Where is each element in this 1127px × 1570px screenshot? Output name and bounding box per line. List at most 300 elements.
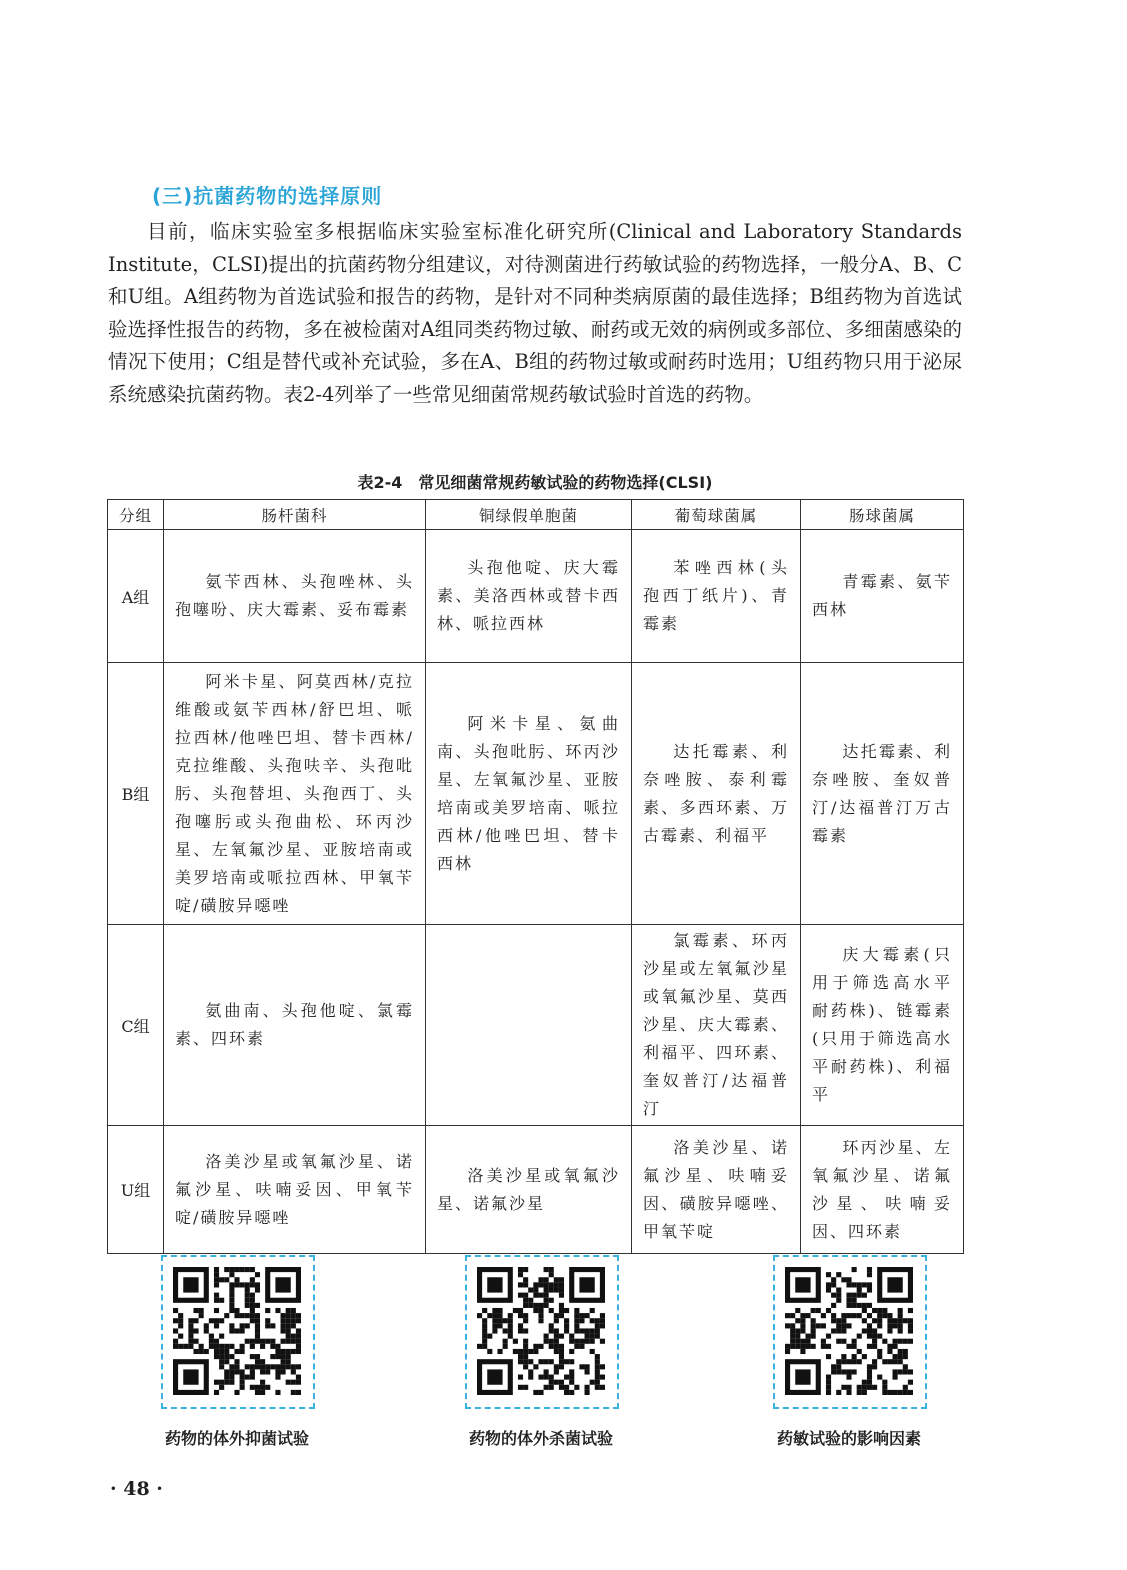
qr-module xyxy=(898,1328,903,1333)
qr-module xyxy=(795,1334,800,1339)
qr-module xyxy=(538,1282,543,1287)
qr-module xyxy=(811,1328,816,1333)
qr-module xyxy=(482,1344,487,1349)
qr-module xyxy=(291,1364,296,1369)
qr-module xyxy=(882,1380,887,1385)
qr-module xyxy=(234,1369,239,1374)
qr-code-icon xyxy=(785,1267,913,1395)
qr-module xyxy=(255,1359,260,1364)
qr-module xyxy=(574,1313,579,1318)
qr-module xyxy=(836,1318,841,1323)
qr-module xyxy=(882,1385,887,1390)
qr-module xyxy=(214,1380,219,1385)
qr-module xyxy=(852,1344,857,1349)
qr-module xyxy=(204,1328,209,1333)
qr-module xyxy=(785,1344,790,1349)
qr-module xyxy=(867,1344,872,1349)
qr-module xyxy=(595,1369,600,1374)
qr-module xyxy=(492,1313,497,1318)
qr-module xyxy=(477,1313,482,1318)
qr-module xyxy=(836,1298,841,1303)
qr-module xyxy=(826,1272,831,1277)
qr-module xyxy=(893,1344,898,1349)
qr-module xyxy=(255,1323,260,1328)
qr-module xyxy=(564,1385,569,1390)
qr-module xyxy=(795,1344,800,1349)
qr-module xyxy=(852,1298,857,1303)
qr-module xyxy=(579,1328,584,1333)
qr-module xyxy=(569,1380,574,1385)
qr-module xyxy=(600,1313,605,1318)
qr-module xyxy=(286,1328,291,1333)
qr-module xyxy=(898,1318,903,1323)
qr-module xyxy=(805,1313,810,1318)
qr-module xyxy=(234,1364,239,1369)
qr-module xyxy=(286,1380,291,1385)
qr-module xyxy=(790,1334,795,1339)
qr-module xyxy=(595,1354,600,1359)
qr-module xyxy=(559,1277,564,1282)
qr-module xyxy=(867,1385,872,1390)
qr-module xyxy=(846,1359,851,1364)
qr-module xyxy=(559,1349,564,1354)
qr-module xyxy=(229,1344,234,1349)
qr-module xyxy=(554,1334,559,1339)
qr-module xyxy=(841,1277,846,1282)
qr-module xyxy=(533,1282,538,1287)
qr-module xyxy=(811,1323,816,1328)
qr-module xyxy=(585,1369,590,1374)
qr-module xyxy=(846,1282,851,1287)
qr-module xyxy=(234,1313,239,1318)
qr-module xyxy=(229,1354,234,1359)
qr-module xyxy=(590,1334,595,1339)
qr-module xyxy=(862,1282,867,1287)
qr-module xyxy=(898,1354,903,1359)
qr-module xyxy=(857,1334,862,1339)
qr-module xyxy=(224,1369,229,1374)
qr-module xyxy=(882,1359,887,1364)
qr-module xyxy=(497,1308,502,1313)
qr-module xyxy=(513,1349,518,1354)
qr-module xyxy=(841,1369,846,1374)
cell-text: 阿米卡星、阿莫西林/克拉维酸或氨苄西林/舒巴坦、哌拉西林/他唑巴坦、替卡西林/克拉维酸、头孢呋辛、头孢吡肟、头孢替坦、头孢西丁、头孢噻肟或头孢曲松、环丙沙星、左氧氟沙星、亚胺培南或美罗培南或哌拉西林、甲氧苄啶/磺胺异噁唑 xyxy=(175,671,414,915)
qr-module xyxy=(270,1344,275,1349)
qr-module xyxy=(831,1369,836,1374)
qr-module xyxy=(229,1272,234,1277)
qr-module xyxy=(281,1313,286,1318)
qr-module xyxy=(224,1375,229,1380)
qr-module xyxy=(255,1354,260,1359)
cell-text: 头孢他啶、庆大霉素、美洛西林或替卡西林、哌拉西林 xyxy=(437,558,620,633)
qr-module xyxy=(518,1359,523,1364)
header-staphylococcus: 葡萄球菌属 xyxy=(632,500,801,530)
qr-module xyxy=(240,1349,245,1354)
qr-module xyxy=(800,1313,805,1318)
qr-module xyxy=(477,1344,482,1349)
qr-module xyxy=(872,1385,877,1390)
qr-module xyxy=(882,1339,887,1344)
qr-module xyxy=(523,1364,528,1369)
qr-module xyxy=(265,1308,270,1313)
qr-module xyxy=(877,1354,882,1359)
qr-module xyxy=(296,1349,301,1354)
qr-module xyxy=(538,1277,543,1282)
qr-module xyxy=(836,1369,841,1374)
qr-module xyxy=(523,1359,528,1364)
group-label: U组 xyxy=(108,1126,164,1254)
qr-module xyxy=(265,1364,270,1369)
qr-module xyxy=(559,1303,564,1308)
qr-module xyxy=(224,1359,229,1364)
qr-module xyxy=(877,1349,882,1354)
qr-module xyxy=(250,1277,255,1282)
qr-module xyxy=(281,1318,286,1323)
qr-module xyxy=(554,1313,559,1318)
qr-module xyxy=(549,1323,554,1328)
qr-module xyxy=(559,1287,564,1292)
qr-module xyxy=(291,1323,296,1328)
qr-module xyxy=(579,1344,584,1349)
qr-module xyxy=(795,1339,800,1344)
qr-module xyxy=(826,1380,831,1385)
qr-module xyxy=(224,1267,229,1272)
table-cell xyxy=(164,925,426,1126)
qr-module xyxy=(286,1318,291,1323)
qr-module xyxy=(887,1359,892,1364)
qr-module xyxy=(857,1313,862,1318)
qr-module xyxy=(903,1339,908,1344)
qr-module xyxy=(872,1339,877,1344)
qr-module xyxy=(286,1323,291,1328)
qr-module xyxy=(250,1298,255,1303)
qr-module xyxy=(255,1385,260,1390)
qr-module xyxy=(497,1323,502,1328)
table-cell xyxy=(632,530,801,663)
qr-module xyxy=(209,1318,214,1323)
qr-module xyxy=(219,1334,224,1339)
qr-module xyxy=(188,1328,193,1333)
qr-module xyxy=(554,1282,559,1287)
qr-module xyxy=(544,1282,549,1287)
qr-module xyxy=(841,1313,846,1318)
qr-module xyxy=(559,1359,564,1364)
qr-module xyxy=(877,1323,882,1328)
qr-module xyxy=(574,1344,579,1349)
qr-module xyxy=(852,1303,857,1308)
qr-module xyxy=(173,1344,178,1349)
qr-module xyxy=(193,1308,198,1313)
qr-module xyxy=(559,1380,564,1385)
qr-module xyxy=(193,1318,198,1323)
qr-module xyxy=(518,1267,523,1272)
qr-module xyxy=(790,1313,795,1318)
qr-module xyxy=(291,1308,296,1313)
qr-module xyxy=(559,1354,564,1359)
qr-module xyxy=(785,1323,790,1328)
qr-module xyxy=(903,1354,908,1359)
qr-module xyxy=(188,1334,193,1339)
qr-module xyxy=(836,1359,841,1364)
qr-module xyxy=(538,1313,543,1318)
qr-module xyxy=(234,1359,239,1364)
qr-module xyxy=(898,1369,903,1374)
qr-module xyxy=(574,1318,579,1323)
qr-module xyxy=(544,1287,549,1292)
qr-module xyxy=(867,1375,872,1380)
qr-module xyxy=(836,1287,841,1292)
qr-module xyxy=(544,1385,549,1390)
page-number: · 48 · xyxy=(110,1478,163,1500)
qr-module xyxy=(518,1293,523,1298)
qr-module xyxy=(595,1318,600,1323)
qr-module xyxy=(882,1390,887,1395)
qr-module xyxy=(852,1313,857,1318)
qr-module xyxy=(224,1354,229,1359)
qr-module xyxy=(291,1349,296,1354)
header-enterobacteriaceae: 肠杆菌科 xyxy=(164,500,426,530)
group-label: C组 xyxy=(108,925,164,1126)
qr-module xyxy=(811,1344,816,1349)
qr-code-inhibition[interactable] xyxy=(161,1255,313,1407)
qr-module xyxy=(852,1293,857,1298)
qr-module xyxy=(245,1364,250,1369)
qr-module xyxy=(250,1313,255,1318)
qr-module xyxy=(281,1359,286,1364)
qr-module xyxy=(234,1390,239,1395)
qr-module xyxy=(857,1303,862,1308)
qr-module xyxy=(590,1328,595,1333)
qr-module xyxy=(219,1359,224,1364)
qr-module xyxy=(903,1390,908,1395)
qr-module xyxy=(296,1364,301,1369)
qr-module xyxy=(204,1349,209,1354)
qr-module xyxy=(492,1318,497,1323)
qr-module xyxy=(826,1344,831,1349)
qr-module xyxy=(234,1267,239,1272)
qr-module xyxy=(255,1364,260,1369)
qr-module xyxy=(518,1323,523,1328)
qr-module xyxy=(908,1323,913,1328)
qr-module xyxy=(255,1272,260,1277)
qr-module xyxy=(188,1339,193,1344)
qr-module xyxy=(559,1293,564,1298)
qr-module xyxy=(908,1390,913,1395)
qr-module xyxy=(265,1385,270,1390)
qr-module xyxy=(862,1328,867,1333)
qr-module xyxy=(882,1308,887,1313)
qr-module xyxy=(595,1334,600,1339)
qr-module xyxy=(887,1323,892,1328)
qr-module xyxy=(229,1328,234,1333)
body-paragraph xyxy=(108,216,962,411)
qr-module xyxy=(523,1277,528,1282)
qr-module xyxy=(173,1318,178,1323)
qr-module xyxy=(544,1277,549,1282)
qr-label-factors: 药敏试验的影响因素 xyxy=(776,1429,921,1448)
qr-module xyxy=(508,1334,513,1339)
qr-module xyxy=(600,1364,605,1369)
qr-module xyxy=(518,1354,523,1359)
qr-module xyxy=(544,1339,549,1344)
qr-module xyxy=(523,1313,528,1318)
qr-module xyxy=(790,1339,795,1344)
qr-module xyxy=(585,1385,590,1390)
qr-module xyxy=(903,1318,908,1323)
qr-code-icon xyxy=(173,1267,301,1395)
qr-module xyxy=(270,1354,275,1359)
qr-code-icon xyxy=(477,1267,605,1395)
qr-module xyxy=(590,1349,595,1354)
qr-module xyxy=(250,1364,255,1369)
qr-module xyxy=(841,1339,846,1344)
qr-module xyxy=(240,1282,245,1287)
qr-module xyxy=(908,1328,913,1333)
qr-module xyxy=(831,1318,836,1323)
qr-module xyxy=(898,1359,903,1364)
qr-module xyxy=(281,1339,286,1344)
qr-module xyxy=(785,1313,790,1318)
qr-module xyxy=(528,1359,533,1364)
qr-module xyxy=(559,1313,564,1318)
header-enterococcus: 肠球菌属 xyxy=(801,500,964,530)
qr-module xyxy=(296,1390,301,1395)
qr-module xyxy=(224,1380,229,1385)
qr-module xyxy=(800,1344,805,1349)
qr-code-factors[interactable] xyxy=(773,1255,925,1407)
qr-module xyxy=(595,1380,600,1385)
qr-module xyxy=(831,1293,836,1298)
qr-module xyxy=(852,1369,857,1374)
qr-module xyxy=(291,1380,296,1385)
qr-module xyxy=(518,1272,523,1277)
qr-module xyxy=(245,1339,250,1344)
qr-module xyxy=(265,1369,270,1374)
qr-module xyxy=(585,1328,590,1333)
cell-text: 氨苄西林、头孢唑林、头孢噻吩、庆大霉素、妥布霉素 xyxy=(175,572,414,619)
qr-module xyxy=(872,1364,877,1369)
qr-module xyxy=(214,1298,219,1303)
qr-module xyxy=(214,1272,219,1277)
qr-module xyxy=(255,1287,260,1292)
qr-module xyxy=(887,1318,892,1323)
qr-module xyxy=(513,1339,518,1344)
qr-module xyxy=(872,1344,877,1349)
qr-module xyxy=(862,1293,867,1298)
qr-module xyxy=(867,1334,872,1339)
qr-module xyxy=(503,1318,508,1323)
qr-module xyxy=(234,1308,239,1313)
table-cell xyxy=(632,663,801,925)
qr-module xyxy=(544,1303,549,1308)
qr-module xyxy=(574,1323,579,1328)
qr-module xyxy=(487,1334,492,1339)
qr-module xyxy=(250,1344,255,1349)
qr-module xyxy=(482,1334,487,1339)
qr-module xyxy=(867,1328,872,1333)
qr-module xyxy=(214,1282,219,1287)
qr-module xyxy=(600,1339,605,1344)
qr-module xyxy=(270,1339,275,1344)
qr-module xyxy=(250,1303,255,1308)
qr-module xyxy=(816,1323,821,1328)
qr-module xyxy=(275,1277,290,1292)
qr-module xyxy=(214,1293,219,1298)
qr-module xyxy=(296,1313,301,1318)
qr-module xyxy=(826,1287,831,1292)
qr-module xyxy=(800,1323,805,1328)
qr-module xyxy=(178,1318,183,1323)
qr-module xyxy=(219,1364,224,1369)
qr-module xyxy=(554,1349,559,1354)
qr-module xyxy=(275,1390,280,1395)
qr-module xyxy=(579,1277,594,1292)
qr-module xyxy=(178,1344,183,1349)
qr-module xyxy=(574,1385,579,1390)
qr-module xyxy=(836,1323,841,1328)
qr-module xyxy=(224,1313,229,1318)
qr-module xyxy=(523,1385,528,1390)
qr-module xyxy=(214,1318,219,1323)
qr-module xyxy=(214,1349,219,1354)
qr-module xyxy=(903,1349,908,1354)
qr-module xyxy=(296,1380,301,1385)
qr-module xyxy=(245,1375,250,1380)
qr-module xyxy=(564,1308,569,1313)
qr-module xyxy=(523,1354,528,1359)
qr-module xyxy=(503,1344,508,1349)
qr-module xyxy=(898,1313,903,1318)
qr-module xyxy=(193,1339,198,1344)
qr-module xyxy=(867,1323,872,1328)
qr-module xyxy=(523,1328,528,1333)
qr-module xyxy=(893,1359,898,1364)
qr-module xyxy=(518,1282,523,1287)
qr-module xyxy=(841,1385,846,1390)
qr-module xyxy=(846,1298,851,1303)
qr-module xyxy=(533,1287,538,1292)
qr-module xyxy=(795,1369,810,1384)
qr-module xyxy=(816,1308,821,1313)
qr-module xyxy=(554,1344,559,1349)
qr-module xyxy=(523,1344,528,1349)
qr-code-bactericidal[interactable] xyxy=(465,1255,617,1407)
qr-module xyxy=(497,1313,502,1318)
qr-module xyxy=(255,1313,260,1318)
qr-module xyxy=(549,1267,554,1272)
qr-module xyxy=(538,1359,543,1364)
qr-module xyxy=(903,1364,908,1369)
qr-module xyxy=(183,1344,188,1349)
qr-module xyxy=(250,1385,255,1390)
qr-module xyxy=(821,1344,826,1349)
qr-module xyxy=(564,1375,569,1380)
qr-module xyxy=(549,1359,554,1364)
qr-module xyxy=(214,1344,219,1349)
qr-module xyxy=(275,1364,280,1369)
qr-module xyxy=(826,1385,831,1390)
qr-module xyxy=(281,1323,286,1328)
qr-module xyxy=(296,1334,301,1339)
qr-module xyxy=(183,1369,198,1384)
qr-module xyxy=(250,1339,255,1344)
qr-module xyxy=(219,1385,224,1390)
qr-module xyxy=(204,1323,209,1328)
qr-module xyxy=(846,1323,851,1328)
qr-module xyxy=(564,1359,569,1364)
qr-module xyxy=(245,1287,250,1292)
qr-module xyxy=(544,1267,549,1272)
